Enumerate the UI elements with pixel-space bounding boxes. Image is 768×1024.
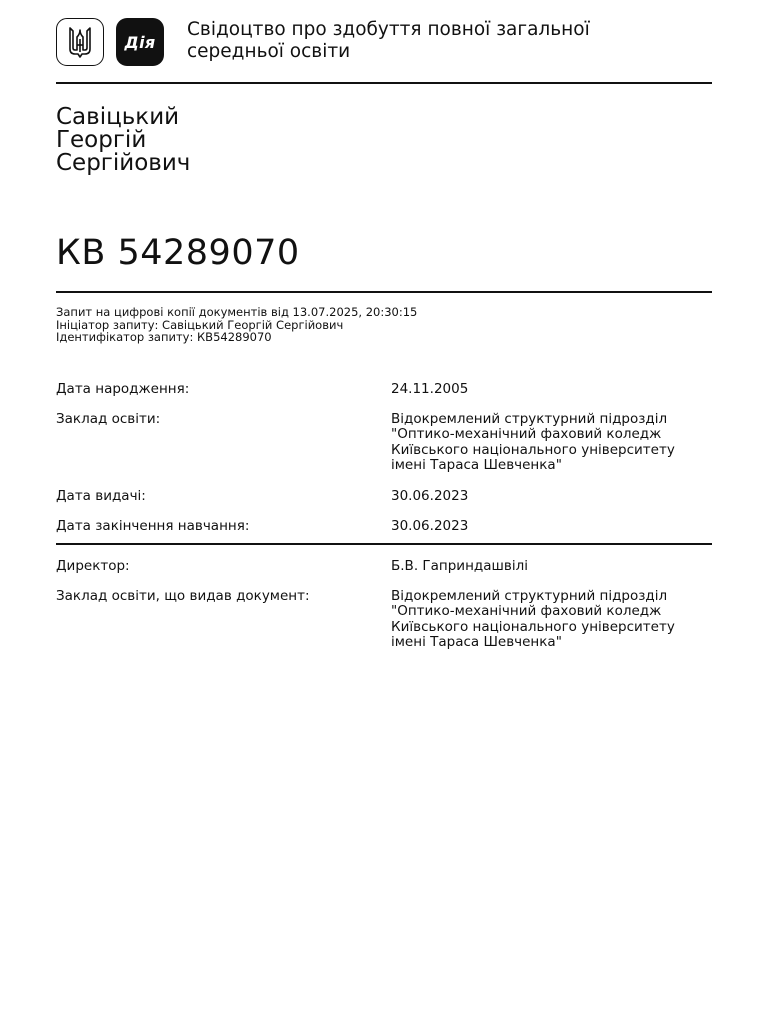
field-issuer (56, 589, 712, 651)
field-label: Дата закінчення навчання: (56, 517, 250, 534)
request-id: Ідентифікатор запиту: КВ54289070 (56, 330, 272, 344)
field-label: Дата видачі: (56, 487, 146, 504)
divider (56, 543, 712, 545)
field-label: Заклад освіти: (56, 410, 161, 427)
document-header (56, 18, 712, 68)
field-value-line: імені Тараса Шевченка" (391, 457, 562, 473)
divider (56, 291, 712, 293)
field-value-line: Відокремлений структурний підрозділ (391, 410, 668, 427)
field-director (56, 559, 712, 589)
field-value: 30.06.2023 (391, 517, 469, 534)
field-issue-date (56, 489, 712, 519)
field-birth-date (56, 382, 712, 412)
diia-logo-text: Дія (124, 32, 156, 52)
field-school (56, 412, 712, 489)
holder-patronymic: Сергійович (56, 150, 191, 176)
diia-logo (116, 18, 164, 66)
request-date: Запит на цифрові копії документів від 13.07.2025, 20:30:15 (56, 305, 418, 319)
request-initiator: Ініціатор запиту: Савіцький Георгій Сергійович (56, 317, 344, 332)
field-label: Директор: (56, 557, 130, 574)
issuer-fields (56, 559, 712, 651)
holder-first-name: Георгій (56, 127, 147, 153)
trident-icon (56, 18, 104, 66)
holder-name (56, 106, 712, 175)
field-value: Б.В. Гаприндашвілі (391, 557, 528, 574)
document-number: КВ 54289070 (56, 233, 300, 273)
field-graduation-date (56, 519, 712, 543)
field-value-line: Відокремлений структурний підрозділ (391, 587, 668, 604)
field-value-line: "Оптико-механічний фаховий коледж (391, 426, 662, 442)
field-label: Заклад освіти, що видав документ: (56, 587, 310, 604)
document-title: Свідоцтво про здобуття повної загальної середньої освіти (187, 19, 590, 62)
field-value-line: Київського національного університету (391, 441, 675, 458)
field-value-line: імені Тараса Шевченка" (391, 634, 562, 650)
document-fields (56, 382, 712, 543)
field-value (391, 412, 712, 489)
divider (56, 82, 712, 84)
field-value: 30.06.2023 (391, 487, 469, 504)
field-value-line: "Оптико-механічний фаховий коледж (391, 603, 662, 619)
field-value-line: Київського національного університету (391, 618, 675, 635)
document-page (56, 18, 712, 651)
request-info (56, 306, 712, 344)
field-value: 24.11.2005 (391, 380, 469, 397)
holder-surname: Савіцький (56, 104, 180, 130)
field-value (391, 589, 712, 651)
field-label: Дата народження: (56, 380, 190, 397)
